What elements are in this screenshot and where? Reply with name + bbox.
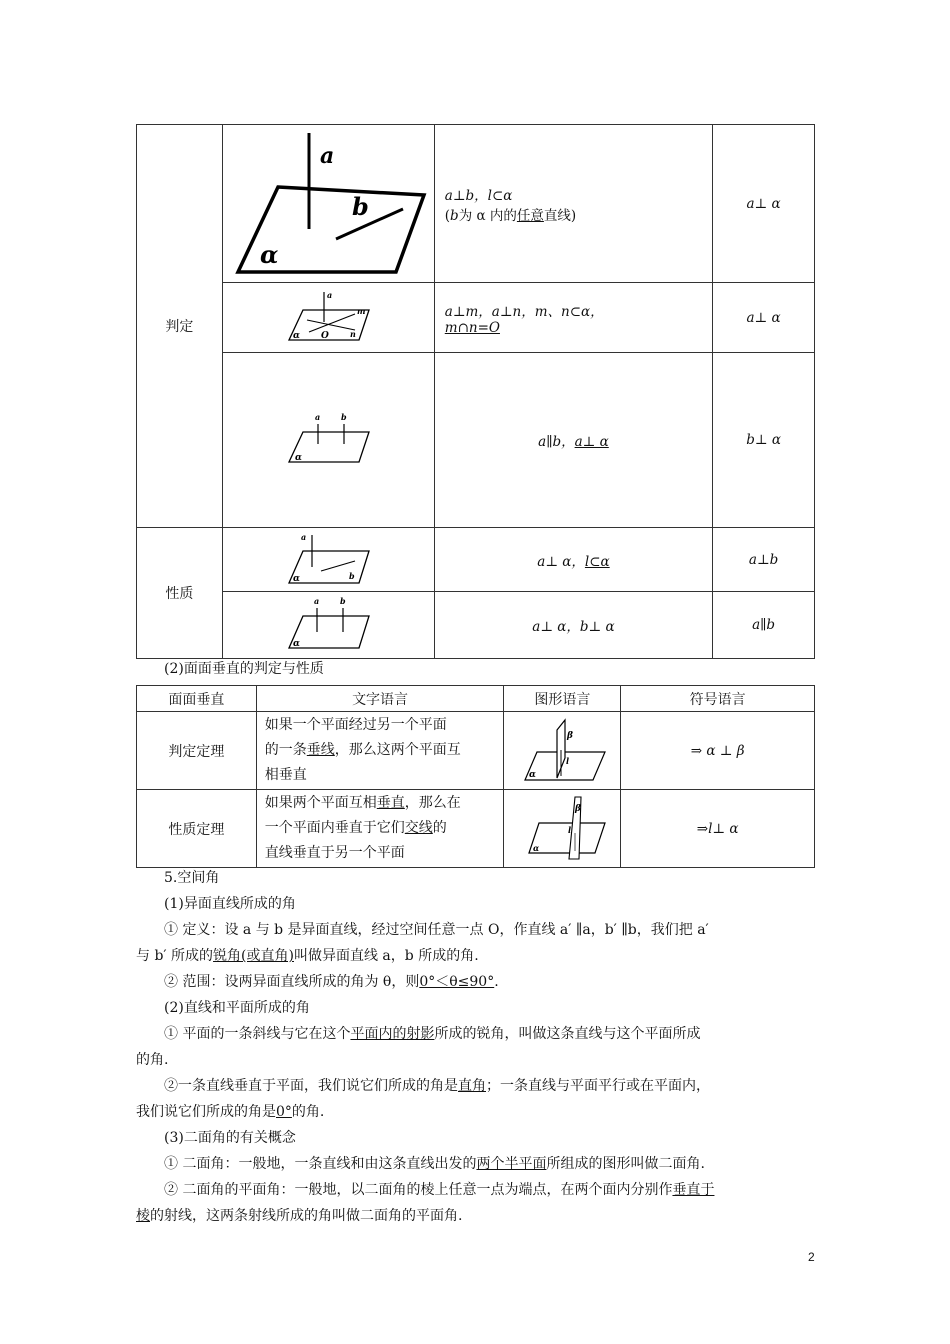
section-2-title: (2)面面垂直的判定与性质 bbox=[164, 661, 324, 677]
header-text: 文字语言 bbox=[256, 686, 504, 712]
svg-text:n: n bbox=[350, 328, 357, 339]
plane-two-lines-figure bbox=[283, 288, 373, 348]
svg-text:l: l bbox=[568, 824, 572, 835]
cond-4: a⊥ α， bbox=[537, 553, 585, 570]
result-4: a⊥b bbox=[713, 528, 815, 592]
svg-text:α: α bbox=[293, 330, 301, 341]
line-plane-table bbox=[136, 124, 815, 659]
result-5: a∥b bbox=[713, 592, 815, 659]
svg-text:b: b bbox=[340, 596, 346, 606]
svg-text:β: β bbox=[567, 730, 574, 741]
section-5-3-title: (3)二面角的有关概念 bbox=[164, 1130, 296, 1146]
svg-text:a: a bbox=[301, 531, 307, 542]
svg-text:α: α bbox=[295, 453, 303, 463]
row2-name: 性质定理 bbox=[137, 790, 257, 868]
svg-text:l: l bbox=[566, 755, 570, 766]
line-plane-angle-1: ① 平面的一条斜线与它在这个平面内的射影所成的锐角，叫做这条直线与这个平面所成 bbox=[164, 1026, 701, 1042]
plane-two-perp-lines-figure bbox=[283, 596, 373, 654]
prop-label: 性质 bbox=[137, 528, 223, 659]
svg-text:b: b bbox=[349, 570, 355, 581]
row1-symbol: ⇒ α ⊥ β bbox=[621, 712, 815, 790]
row2-symbol: ⇒l⊥ α bbox=[621, 790, 815, 868]
header-name: 面面垂直 bbox=[137, 686, 257, 712]
fig-cell-2 bbox=[222, 283, 434, 353]
cond-1-line2: (b为 α 内的任意直线) bbox=[444, 207, 577, 224]
line-plane-angle-2-cont: 我们说它们所成的角是0°的角. bbox=[136, 1104, 325, 1120]
row1-figure-cell bbox=[504, 712, 621, 790]
svg-text:α: α bbox=[533, 842, 540, 853]
svg-text:O: O bbox=[321, 330, 330, 341]
cond-3-u: a⊥ α bbox=[574, 434, 609, 450]
line-plane-angle-2: ②一条直线垂直于平面，我们说它们所成的角是直角；一条直线与平面平行或在平面内， bbox=[164, 1078, 710, 1094]
fig-cell-5 bbox=[222, 592, 434, 659]
row1-text-l3: 相垂直 bbox=[264, 767, 307, 783]
range-line: ② 范围：设两异面直线所成的角为 θ，则0°＜θ≤90°. bbox=[164, 974, 499, 990]
plane-parallel-lines-figure bbox=[283, 410, 373, 470]
header-symbol: 符号语言 bbox=[621, 686, 815, 712]
section-5-title: 5.空间角 bbox=[164, 870, 220, 886]
perp-planes-figure bbox=[517, 716, 607, 786]
perp-planes-line-figure bbox=[517, 793, 607, 865]
result-3: b⊥ α bbox=[713, 353, 815, 528]
fig-cell-3 bbox=[222, 353, 434, 528]
fig-cell-4 bbox=[222, 528, 434, 592]
cond-2-line1: a⊥m，a⊥n，m、n⊂α， bbox=[444, 303, 604, 320]
section-5-2-title: (2)直线和平面所成的角 bbox=[164, 1000, 310, 1016]
definition-line-1: ① 定义：设 a 与 b 是异面直线，经过空间任意一点 O，作直线 a′ ∥a，b′ ∥b，我们把 a′ bbox=[164, 922, 709, 938]
header-figure: 图形语言 bbox=[504, 686, 621, 712]
definition-line-2: 与 b′ 所成的锐角(或直角)叫做异面直线 a，b 所成的角. bbox=[136, 948, 479, 964]
fig-label-b: b bbox=[352, 191, 370, 221]
cond-3: a∥b， bbox=[538, 434, 575, 450]
svg-text:α: α bbox=[529, 769, 537, 780]
fig-label-a: a bbox=[320, 142, 335, 169]
result-1: a⊥ α bbox=[713, 125, 815, 283]
cond-5: a⊥ α，b⊥ α bbox=[434, 592, 712, 659]
cond-1-line1: a⊥b，l⊂α bbox=[444, 187, 513, 204]
dihedral-def-2: ② 二面角的平面角：一般地，以二面角的棱上任意一点为端点，在两个面内分别作垂直于 bbox=[164, 1182, 715, 1198]
svg-text:α: α bbox=[293, 573, 301, 584]
cond-2-line2: m∩n=O bbox=[444, 319, 500, 336]
svg-text:β: β bbox=[575, 803, 582, 814]
plane-plane-table bbox=[136, 685, 815, 868]
page-number: 2 bbox=[808, 1250, 815, 1264]
svg-text:m: m bbox=[357, 305, 366, 316]
row2-figure-cell bbox=[504, 790, 621, 868]
svg-text:b: b bbox=[341, 412, 347, 422]
line-plane-angle-1-cont: 的角. bbox=[136, 1052, 169, 1068]
dihedral-def-2-cont: 棱的射线，这两条射线所成的角叫做二面角的平面角. bbox=[136, 1208, 463, 1224]
svg-text:a: a bbox=[314, 596, 320, 606]
row1-text-l1: 如果一个平面经过另一个平面 bbox=[264, 717, 447, 733]
cond-4-u: l⊂α bbox=[584, 553, 610, 570]
row2-text-l2: 一个平面内垂直于它们交线的 bbox=[264, 820, 447, 836]
dihedral-def-1: ① 二面角：一般地，一条直线和由这条直线出发的两个半平面所组成的图形叫做二面角. bbox=[164, 1156, 705, 1172]
result-2: a⊥ α bbox=[713, 283, 815, 353]
row1-text-l2: 的一条垂线，那么这两个平面互 bbox=[264, 742, 461, 758]
fig-cell-1 bbox=[222, 125, 434, 283]
svg-text:a: a bbox=[315, 412, 321, 422]
row2-text-l1: 如果两个平面互相垂直，那么在 bbox=[264, 795, 461, 811]
row2-text-l3: 直线垂直于另一个平面 bbox=[264, 845, 405, 861]
section-5-1-title: (1)异面直线所成的角 bbox=[164, 896, 296, 912]
plane-line-in-plane-figure bbox=[283, 531, 373, 589]
row1-name: 判定定理 bbox=[137, 712, 257, 790]
judge-label: 判定 bbox=[137, 125, 223, 528]
fig-label-alpha: α bbox=[260, 239, 279, 269]
svg-text:a: a bbox=[327, 289, 333, 300]
svg-text:α: α bbox=[293, 639, 301, 649]
plane-with-line-figure bbox=[228, 129, 428, 279]
